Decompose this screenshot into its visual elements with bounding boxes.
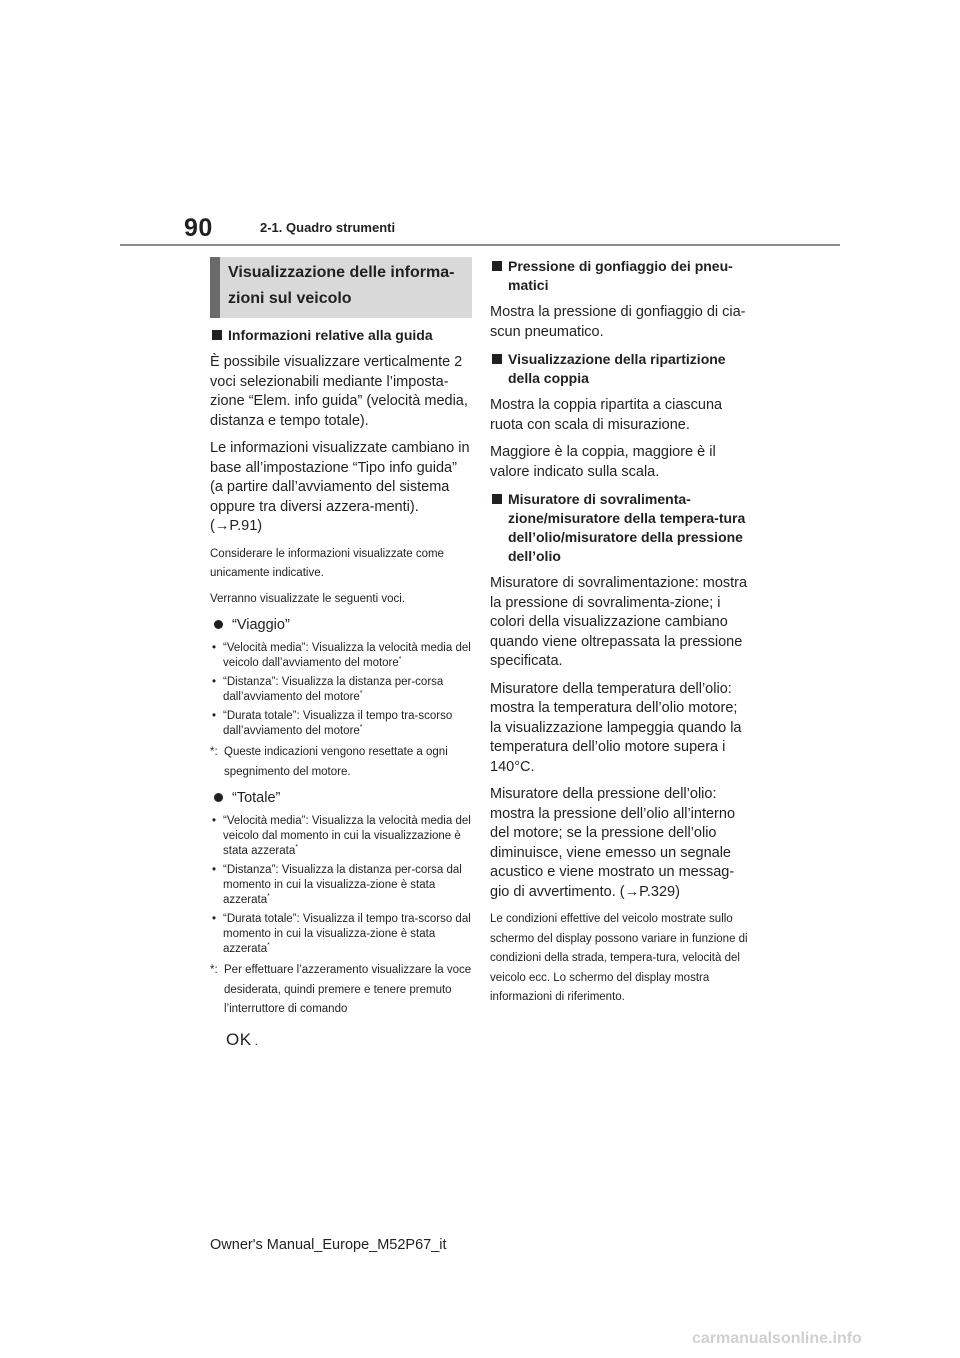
ok-switch-icon: OK (226, 1029, 252, 1049)
footnote-marker: * (359, 690, 363, 698)
subheading-gauges (490, 490, 752, 566)
footnote-mark: *: (210, 964, 218, 976)
footnote-marker: * (267, 942, 270, 950)
right-column (490, 257, 752, 1014)
bullet-label: “Totale” (232, 790, 281, 806)
ok-switch-reference (210, 1030, 472, 1056)
note-text: Verranno visualizzate le seguenti voci. (210, 592, 405, 605)
paragraph: Mostra la pressione di gonfiaggio di cia-scun pneumatico. (490, 304, 746, 340)
square-bullet-icon (492, 354, 502, 364)
footer-manual-id: Owner's Manual_Europe_M52P67_it (210, 1237, 447, 1253)
list-item: • “Velocità media”: Visualizza la velocità media del veicolo dall’avviamento del motore* (212, 642, 471, 669)
subheading-text: Misuratore di sovralimenta-zione/misuratore della tempera-tura dell’olio/misuratore della pressione dell’olio (508, 491, 746, 564)
subheading-text: Informazioni relative alla guida (228, 327, 433, 343)
square-bullet-icon (492, 261, 502, 271)
paragraph: È possibile visualizzare verticalmente 2 voci selezionabili mediante l’imposta-zione “Elem. info guida” (velocità media, distanza e tempo totale). (210, 354, 468, 429)
header-divider (120, 244, 840, 246)
paragraph: Mostra la coppia ripartita a ciascuna ruota con scala di misurazione. (490, 397, 723, 433)
left-column (210, 257, 472, 1056)
bullet-viaggio (210, 615, 472, 635)
bullet-totale (210, 788, 472, 808)
list-item: • “Velocità media”: Visualizza la velocità media del veicolo dal momento in cui la visualizzazione è stata azzerata* (212, 815, 471, 857)
dot-bullet-icon: • (212, 676, 217, 688)
footnote-mark: *: (210, 746, 218, 758)
round-bullet-icon (214, 793, 223, 802)
footnote-text: Per effettuare l’azzeramento visualizzare la voce desiderata, quindi premere e tenere premuto l’interruttore di comando (224, 964, 472, 1015)
watermark: carmanualsonline.info (692, 1330, 862, 1347)
topic-title-line1: Visualizzazione delle informa- (228, 264, 455, 281)
section-title: 2-1. Quadro strumenti (260, 220, 396, 235)
list-item: • “Durata totale”: Visualizza il tempo tra-scorso dal momento in cui la visualizza-zione è stata azzerata* (212, 913, 471, 955)
dot-bullet-icon: • (212, 815, 217, 827)
list-item: • “Distanza”: Visualizza la distanza per-corsa dall’avviamento del motore* (212, 676, 444, 703)
footnote-text: Queste indicazioni vengono resettate a ogni spegnimento del motore. (224, 746, 448, 778)
footnote-marker: * (398, 656, 402, 664)
list-item: • “Distanza”: Visualizza la distanza per-corsa dal momento in cui la visualizza-zione è stata azzerata* (212, 864, 462, 906)
subheading-tire-pressure (490, 257, 752, 295)
bullet-label: “Viaggio” (232, 617, 290, 633)
note-text: Considerare le informazioni visualizzate come unicamente indicative. (210, 547, 444, 579)
footnote-marker: * (359, 724, 363, 732)
sentence-end: . (254, 1033, 258, 1048)
footnote-marker: * (295, 844, 298, 852)
paragraph: Misuratore della temperatura dell’olio: mostra la temperatura dell’olio motore; la visualizzazione lampeggia quando la temperatura dell’olio motore supera i 140°C. (490, 680, 742, 775)
subheading-driving-info (210, 326, 472, 345)
dot-bullet-icon: • (212, 642, 217, 654)
paragraph: Maggiore è la coppia, maggiore è il valore indicato sulla scala. (490, 444, 716, 480)
footnote (210, 961, 472, 1020)
square-bullet-icon (212, 330, 222, 340)
topic-title-line2: zioni sul veicolo (228, 290, 352, 307)
paragraph: Le informazioni visualizzate cambiano in base all’impostazione “Tipo info guida” (a partire dall’avviamento del sistema oppure tra diversi azzera-menti). (→P.91) (210, 440, 470, 534)
subheading-text: Pressione di gonfiaggio dei pneu-matici (508, 258, 733, 293)
topic-title-box (210, 257, 472, 318)
subheading-text: Visualizzazione della ripartizione della coppia (508, 351, 726, 386)
list-item: • “Durata totale”: Visualizza il tempo tra-scorso dall’avviamento del motore* (212, 710, 453, 737)
dot-bullet-icon: • (212, 913, 217, 925)
round-bullet-icon (214, 620, 223, 629)
footnote (210, 743, 472, 782)
paragraph: Misuratore della pressione dell’olio: mostra la pressione dell’olio all’interno del motore; se la pressione dell’olio diminuisce, viene emesso un segnale acustico e viene mostrato un messag-gio di avvertimento. (→P.329) (490, 786, 736, 900)
square-bullet-icon (492, 494, 502, 504)
dot-bullet-icon: • (212, 710, 217, 722)
subheading-torque (490, 350, 752, 388)
paragraph: Misuratore di sovralimentazione: mostra la pressione di sovralimenta-zione; i colori della visualizzazione cambiano quando viene oltrepassata la pressione specificata. (490, 575, 748, 669)
note-text: Le condizioni effettive del veicolo mostrate sullo schermo del display possono variare in funzione di condizioni della strada, tempera-tura, velocità del veicolo ecc. Lo schermo del display mostra informazioni di riferimento. (490, 913, 748, 1003)
dot-bullet-icon: • (212, 864, 217, 876)
footnote-marker: * (267, 893, 270, 901)
page-number: 90 (184, 214, 213, 242)
